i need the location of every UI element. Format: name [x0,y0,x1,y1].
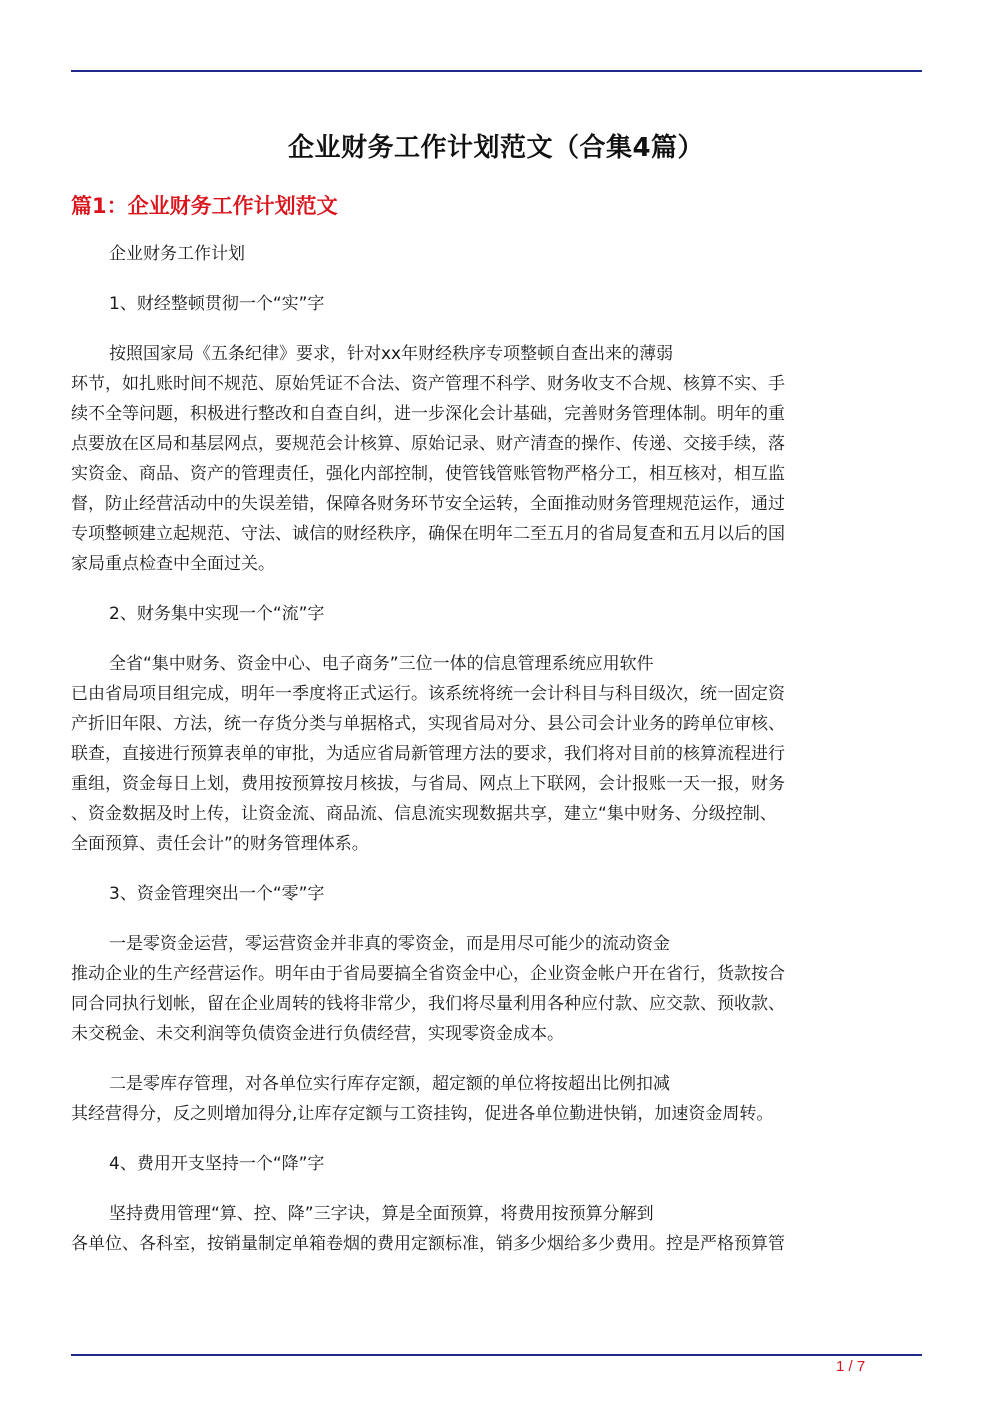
paragraph-line: 其经营得分，反之则增加得分,让库存定额与工资挂钩，促进各单位勤进快销，加速资金周转。 [71,1104,774,1124]
paragraph [71,879,922,909]
paragraph-line: 未交税金、未交利润等负债资金进行负债经营，实现零资金成本。 [71,1024,564,1044]
paragraph-line: 已由省局项目组完成，明年一季度将正式运行。该系统将统一会计科目与科目级次，统一固定资 [71,684,785,704]
paragraph-line: 4、费用开支坚持一个“降”字 [109,1154,325,1174]
paragraph-line: 重组，资金每日上划，费用按预算按月核拔，与省局、网点上下联网，会计报账一天一报，财务 [71,774,785,794]
paragraph-line: 专项整顿建立起规范、守法、诚信的财经秩序，确保在明年二至五月的省局复查和五月以后的国 [71,524,785,544]
paragraph [71,599,922,629]
paragraph-line: 续不全等问题，积极进行整改和自查自纠，进一步深化会计基础，完善财务管理体制。明年的重 [71,404,785,424]
paragraph [71,649,922,859]
paragraph-line: 联查，直接进行预算表单的审批，为适应省局新管理方法的要求，我们将对目前的核算流程进行 [71,744,785,764]
paragraph [71,339,922,579]
paragraph-line: 2、财务集中实现一个“流”字 [109,604,325,624]
paragraph-line: 各单位、各科室，按销量制定单箱卷烟的费用定额标准，销多少烟给多少费用。控是严格预算管 [71,1234,785,1254]
paragraph [71,1199,922,1259]
paragraph-line: 二是零库存管理，对各单位实行库存定额，超定额的单位将按超出比例扣减 [109,1074,670,1094]
page-number: 1 / 7 [836,1358,866,1375]
footer-rule [71,1354,922,1356]
paragraph-line: 一是零资金运营，零运营资金并非真的零资金，而是用尽可能少的流动资金 [109,934,670,954]
paragraph-line: 企业财务工作计划 [109,244,245,264]
paragraph-line: 坚持费用管理“算、控、降”三字诀，算是全面预算，将费用按预算分解到 [109,1204,654,1224]
document-title: 企业财务工作计划范文（合集4篇） [287,133,705,163]
paragraph [71,1149,922,1179]
paragraph-line: 家局重点检查中全面过关。 [71,554,275,574]
paragraph-line: 1、财经整顿贯彻一个“实”字 [109,294,325,314]
paragraph [71,929,922,1049]
paragraph-line: 3、资金管理突出一个“零”字 [109,884,325,904]
paragraph [71,289,922,319]
paragraph-line: 全面预算、责任会计”的财务管理体系。 [71,834,369,854]
paragraph-line: 同合同执行划帐，留在企业周转的钱将非常少，我们将尽量利用各种应付款、应交款、预收款、 [71,994,785,1014]
paragraph-line: 点要放在区局和基层网点，要规范会计核算、原始记录、财产清查的操作、传递、交接手续，落 [71,434,785,454]
paragraph-line: 按照国家局《五条纪律》要求，针对xx年财经秩序专项整顿自查出来的薄弱 [109,344,674,364]
paragraph-line: 、资金数据及时上传，让资金流、商品流、信息流实现数据共享，建立“集中财务、分级控制、 [71,804,777,824]
paragraph [71,1069,922,1129]
paragraph [71,239,922,269]
paragraph-line: 环节，如扎账时间不规范、原始凭证不合法、资产管理不科学、财务收支不合规、核算不实、手 [71,374,785,394]
paragraph-line: 产折旧年限、方法，统一存货分类与单据格式，实现省局对分、县公司会计业务的跨单位审核、 [71,714,785,734]
header-rule [71,70,922,72]
paragraph-line: 实资金、商品、资产的管理责任，强化内部控制，使管钱管账管物严格分工，相互核对，相互监 [71,464,785,484]
document-body [71,239,922,1279]
paragraph-line: 推动企业的生产经营运作。明年由于省局要搞全省资金中心，企业资金帐户开在省行，货款按合 [71,964,785,984]
paragraph-line: 全省“集中财务、资金中心、电子商务”三位一体的信息管理系统应用软件 [109,654,654,674]
section-title: 篇1：企业财务工作计划范文 [71,194,338,218]
paragraph-line: 督，防止经营活动中的失误差错，保障各财务环节安全运转，全面推动财务管理规范运作，通过 [71,494,785,514]
